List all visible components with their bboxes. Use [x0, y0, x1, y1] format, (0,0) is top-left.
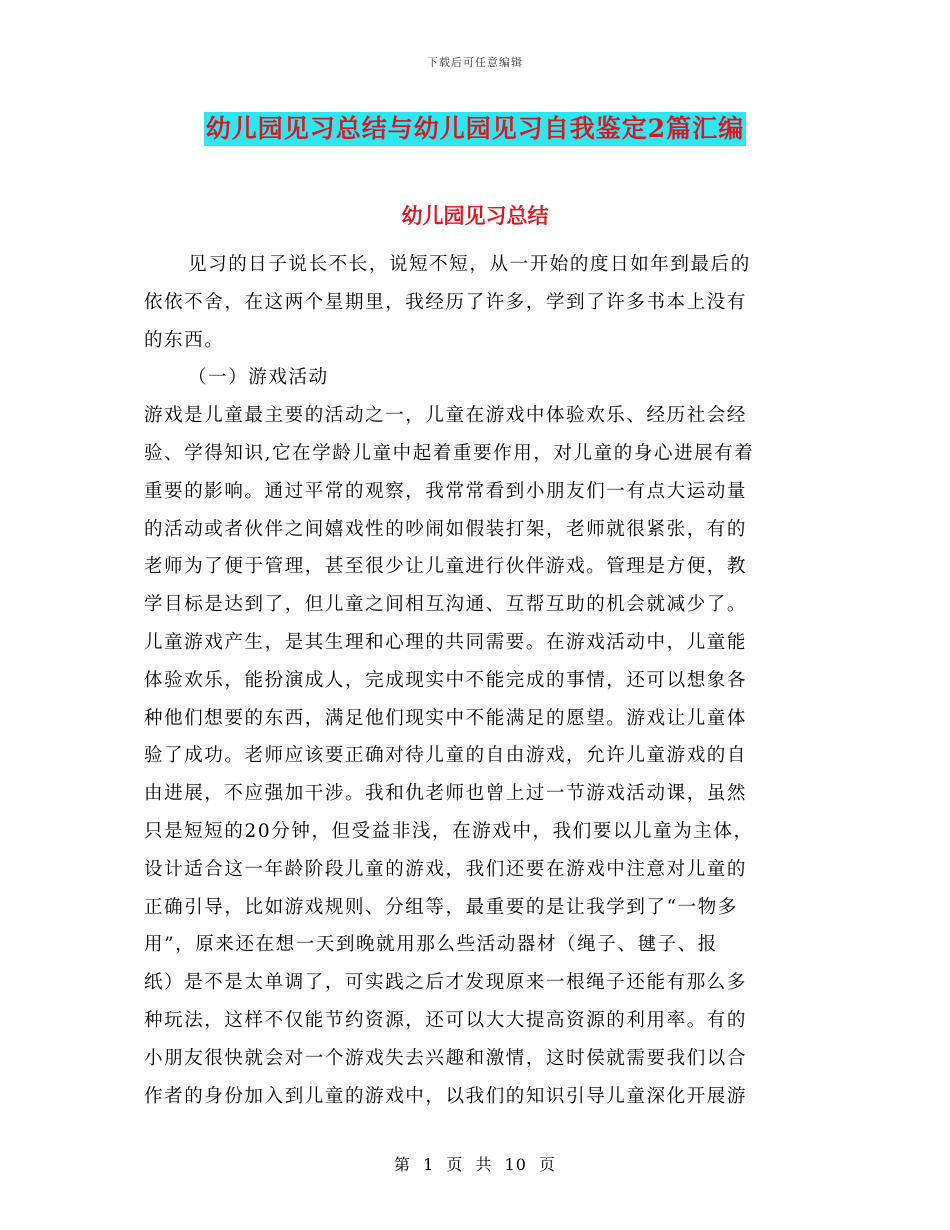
body-line: 由进展，不应强加干涉。我和仇老师也曾上过一节游戏活动课，虽然 [144, 783, 748, 805]
body-line-intro-1: 见习的日子说长不长，说短不短，从一开始的度日如年到最后的 [188, 254, 751, 275]
body-line: 的活动或者伙伴之间嬉戏性的吵闹如假装打架，老师就很紧张，有的 [144, 518, 748, 540]
body-line: 重要的影响。通过平常的观察，我常常看到小朋友们一有点大运动量 [144, 480, 748, 502]
body-line: 正确引导，比如游戏规则、分组等，最重要的是让我学到了“一物多 [144, 896, 738, 918]
body-line: 小朋友很快就会对一个游戏失去兴趣和激情，这时侯就需要我们以合 [144, 1047, 748, 1069]
subheading-game-activity: （一）游戏活动 [188, 367, 329, 389]
header-note: 下载后可任意编辑 [427, 56, 523, 69]
body-line: 验了成功。老师应该要正确对待儿童的自由游戏，允许儿童游戏的自 [144, 745, 748, 767]
body-line: 用”，原来还在想一天到晚就用那么些活动器材（绳子、毽子、报 [144, 934, 718, 956]
main-title-container [0, 112, 950, 146]
body-line: 纸）是不是太单调了，可实践之后才发现原来一根绳子还能有那么多 [144, 972, 748, 994]
body-line: 作者的身份加入到儿童的游戏中，以我们的知识引导儿童深化开展游 [144, 1085, 748, 1107]
body-line: 游戏是儿童最主要的活动之一，儿童在游戏中体验欢乐、经历社会经 [144, 405, 748, 427]
body-line: 种玩法，这样不仅能节约资源，还可以大大提高资源的利用率。有的 [144, 1009, 748, 1031]
body-line: 设计适合这一年龄阶段儿童的游戏，我们还要在游戏中注意对儿童的 [144, 858, 748, 880]
body-line-intro-3: 的东西。 [144, 329, 225, 351]
main-title: 幼儿园见习总结与幼儿园见习自我鉴定2篇汇编 [204, 112, 746, 146]
body-line: 儿童游戏产生，是其生理和心理的共同需要。在游戏活动中，儿童能 [144, 631, 748, 653]
body-line: 老师为了便于管理，甚至很少让儿童进行伙伴游戏。管理是方便，教 [144, 556, 748, 578]
body-line: 验、学得知识,它在学龄儿童中起着重要作用，对儿童的身心进展有着 [144, 442, 755, 464]
body-line: 体验欢乐，能扮演成人，完成现实中不能完成的事情，还可以想象各 [144, 669, 748, 691]
body-line: 学目标是达到了，但儿童之间相互沟通、互帮互助的机会就减少了。 [144, 594, 748, 616]
section-title: 幼儿园见习总结 [401, 203, 549, 228]
body-line-intro-2: 依依不舍，在这两个星期里，我经历了许多，学到了许多书本上没有 [144, 291, 748, 313]
page-footer: 第 1 页 共 10 页 [394, 1155, 556, 1174]
document-body [144, 246, 806, 1115]
body-line: 种他们想要的东西，满足他们现实中不能满足的愿望。游戏让儿童体 [144, 707, 748, 729]
body-line: 只是短短的20分钟，但受益非浅，在游戏中，我们要以儿童为主体， [144, 820, 754, 842]
